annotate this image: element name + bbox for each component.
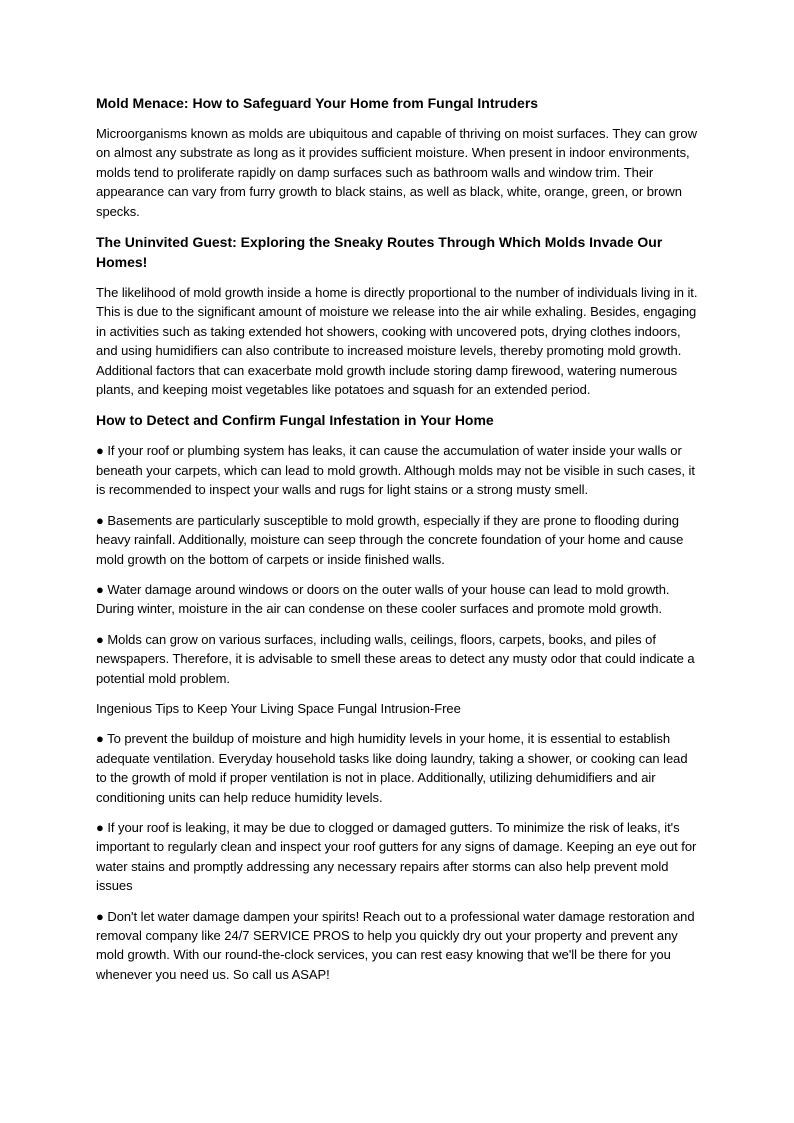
bullet-item: ● Don't let water damage dampen your spirits! Reach out to a professional water damage restoration and removal company like 24/7 SERVICE PROS to help you quickly dry out your property and prevent any mold growth. With our round-the-clock services, you can rest easy knowing that we'll be there for you whenever you need us. So call us ASAP!	[96, 908, 695, 982]
bullet-item: ● Water damage around windows or doors on the outer walls of your house can lead to mold growth. During winter, moisture in the air can condense on these cooler surfaces and promote mold growth.	[96, 581, 670, 617]
bullet-item: ● If your roof or plumbing system has leaks, it can cause the accumulation of water inside your walls or beneath your carpets, which can lead to mold growth. Although molds may not be visible in such cases, it is recommended to inspect your walls and rugs for light stains or a strong musty smell.	[96, 443, 695, 498]
document-title: Mold Menace: How to Safeguard Your Home from Fungal Intruders	[96, 95, 539, 111]
bullet-item: ● To prevent the buildup of moisture and high humidity levels in your home, it is essential to establish adequate ventilation. Everyday household tasks like doing laundry, taking a shower, or cooking can lead to the growth of mold if proper ventilation is not in place. Additionally, utilizing dehumidifiers and air conditioning units can help reduce humidity levels.	[96, 731, 688, 805]
bullet-item: ● Molds can grow on various surfaces, including walls, ceilings, floors, carpets, books, and piles of newspapers. Therefore, it is advisable to smell these areas to detect any musty odor that could indicate a potential mold problem.	[96, 631, 695, 686]
bullet-item: ● If your roof is leaking, it may be due to clogged or damaged gutters. To minimize the risk of leaks, it's important to regularly clean and inspect your roof gutters for any signs of damage. Keeping an eye out for water stains and promptly addressing any necessary repairs after storms can also help prevent mold issues	[96, 819, 697, 894]
section-paragraph-invasion-routes: The likelihood of mold growth inside a home is directly proportional to the number of individuals living in it. This is due to the significant amount of moisture we release into the air while exhaling. Besides, engaging in activities such as taking extended hot showers, cooking with uncovered pots, drying clothes indoors, and using humidifiers can also contribute to increased moisture levels, thereby promoting mold growth. Additional factors that can exacerbate mold growth include storing damp firewood, watering numerous plants, and keeping moist vegetables like potatoes and squash for an extended period.	[96, 285, 698, 398]
section-heading-detection: How to Detect and Confirm Fungal Infestation in Your Home	[96, 412, 494, 429]
section-heading-invasion-routes: The Uninvited Guest: Exploring the Sneaky Routes Through Which Molds Invade Our Homes!	[96, 234, 663, 271]
section-heading-prevention-tips: Ingenious Tips to Keep Your Living Space Fungal Intrusion-Free	[96, 700, 461, 716]
intro-paragraph: Microorganisms known as molds are ubiquitous and capable of thriving on moist surfaces. They can grow on almost any substrate as long as it provides sufficient moisture. When present in indoor environments, molds tend to proliferate rapidly on damp surfaces such as bathroom walls and window trim. Their appearance can vary from furry growth to black stains, as well as black, white, orange, green, or brown specks.	[96, 126, 697, 219]
document-page	[96, 93, 698, 995]
bullet-item: ● Basements are particularly susceptible to mold growth, especially if they are prone to flooding during heavy rainfall. Additionally, moisture can seep through the concrete foundation of your home and cause mold growth on the bottom of carpets or inside finished walls.	[96, 512, 684, 567]
